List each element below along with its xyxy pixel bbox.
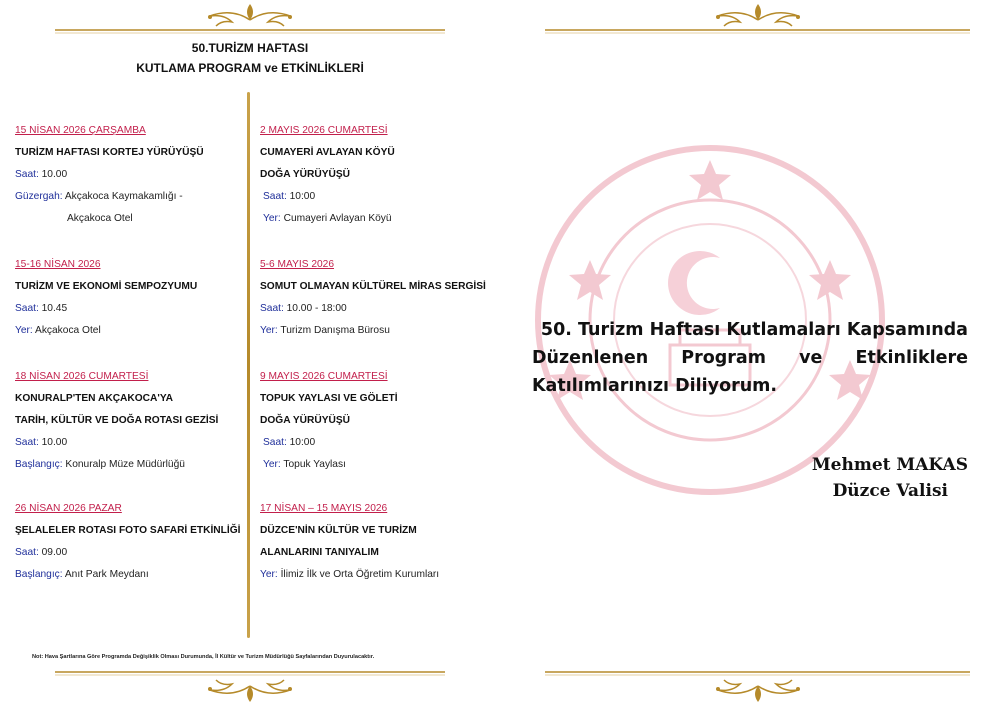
event-name: CUMAYERİ AVLAYAN KÖYÜ [260, 147, 395, 158]
event-item [260, 120, 486, 254]
event-time: Saat: 10.45 [15, 303, 68, 314]
event-location: Başlangıç: Konuralp Müze Müdürlüğü [15, 459, 185, 470]
event-location: Yer: Akçakoca Otel [15, 325, 101, 336]
event-name-cont: DOĞA YÜRÜYÜŞÜ [260, 169, 351, 180]
right-column [260, 120, 486, 586]
event-item [260, 498, 486, 586]
left-column [15, 120, 240, 586]
event-name-cont: TARİH, KÜLTÜR VE DOĞA ROTASI GEZİSİ [15, 415, 219, 426]
message-line-3: Katılımlarınızı Diliyorum. [532, 376, 778, 396]
event-time: Saat: 10:00 [263, 437, 316, 448]
event-location: Yer: Turizm Danışma Bürosu [260, 325, 390, 336]
event-date: 9 MAYIS 2026 CUMARTESİ [260, 371, 388, 382]
event-name-cont: ALANLARINI TANIYALIM [260, 547, 379, 558]
event-date: 17 NİSAN – 15 MAYIS 2026 [260, 503, 388, 514]
event-location-cont: Akçakoca Otel [67, 213, 133, 224]
event-date: 26 NİSAN 2026 PAZAR [15, 503, 122, 514]
event-location: Güzergah: Akçakoca Kaymakamlığı - [15, 191, 183, 202]
event-name-cont: DOĞA YÜRÜYÜŞÜ [260, 415, 351, 426]
invitation-message [532, 316, 968, 400]
event-item [15, 498, 240, 586]
event-location: Yer: Topuk Yaylası [263, 459, 346, 470]
event-location: Yer: Cumayeri Avlayan Köyü [263, 213, 392, 224]
event-name: TURİZM HAFTASI KORTEJ YÜRÜYÜŞÜ [15, 147, 204, 158]
signature-title: Düzce Valisi [832, 481, 948, 501]
event-date: 15-16 NİSAN 2026 [15, 259, 101, 270]
event-name: DÜZCE'NİN KÜLTÜR VE TURİZM [260, 525, 417, 536]
event-name: SOMUT OLMAYAN KÜLTÜREL MİRAS SERGİSİ [260, 281, 486, 292]
event-date: 18 NİSAN 2026 CUMARTESİ [15, 371, 149, 382]
column-divider [247, 92, 250, 638]
event-location: Başlangıç: Anıt Park Meydanı [15, 569, 149, 580]
event-time: Saat: 10:00 [263, 191, 316, 202]
event-name: TURİZM VE EKONOMİ SEMPOZYUMU [15, 281, 198, 292]
program-title-line1: 50.TURİZM HAFTASI [191, 41, 309, 55]
event-item [15, 254, 240, 366]
message-line-1: 50. Turizm Haftası Kutlamaları Kapsamında [540, 320, 968, 340]
event-item [260, 366, 486, 498]
event-item [15, 366, 240, 498]
top-ornament-icon [0, 0, 500, 40]
program-title-line2: KUTLAMA PROGRAM ve ETKİNLİKLERİ [136, 61, 364, 75]
event-date: 5-6 MAYIS 2026 [260, 259, 334, 270]
event-name: KONURALP'TEN AKÇAKOCA'YA [15, 393, 174, 404]
event-time: Saat: 10.00 [15, 169, 68, 180]
event-location: Yer: İlimiz İlk ve Orta Öğretim Kurumları [260, 569, 440, 580]
event-item [260, 254, 486, 366]
event-time: Saat: 10.00 [15, 437, 68, 448]
message-line-2: Düzenlenen Program ve Etkinliklere [532, 348, 968, 368]
event-time: Saat: 10.00 - 18:00 [260, 303, 347, 314]
event-name: TOPUK YAYLASI VE GÖLETİ [260, 393, 398, 404]
event-date: 15 NİSAN 2026 ÇARŞAMBA [15, 125, 146, 136]
event-time: Saat: 09.00 [15, 547, 68, 558]
event-date: 2 MAYIS 2026 CUMARTESİ [260, 125, 388, 136]
bottom-ornament-icon [0, 668, 500, 707]
signature-name: Mehmet MAKAS [811, 455, 968, 475]
top-ornament-icon [500, 0, 1000, 40]
bottom-ornament-icon [500, 668, 1000, 707]
event-item [15, 120, 240, 254]
footnote: Not: Hava Şartlarına Göre Programda Değişiklik Olması Durumunda, İl Kültür ve Turizm Müdürlüğü Sayfalarından Duyurulacaktır. [32, 654, 375, 660]
event-name: ŞELALELER ROTASI FOTO SAFARİ ETKİNLİĞİ [15, 525, 241, 536]
